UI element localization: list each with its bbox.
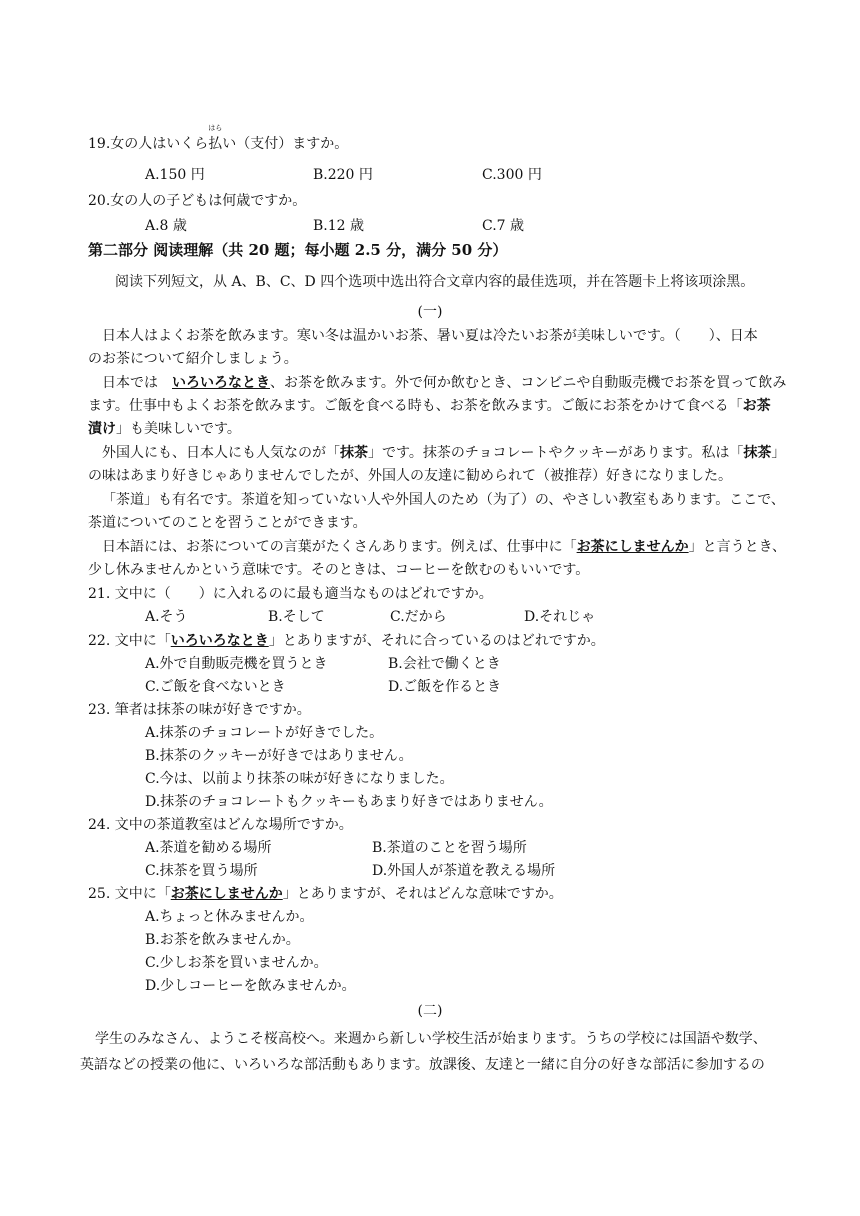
q20-option-b: B.12 歳 (313, 218, 365, 234)
q21-option-b: B.そして (268, 609, 325, 625)
q20-option-a: A.8 歳 (145, 218, 187, 234)
passage1-title: (一) (417, 304, 443, 320)
question-24: 24. 文中の茶道教室はどんな場所ですか。 (88, 817, 353, 833)
q20-option-c: C.7 歳 (482, 218, 525, 234)
p3-text-a: 外国人にも、日本人にも人気なのが「 (102, 445, 340, 461)
passage2-line2: 英語などの授業の他に、いろいろな部活動もあります。放課後、友達と一緒に自分の好きな部活に参加するの (80, 1057, 765, 1073)
q23-option-a: A.抹茶のチョコレートが好きでした。 (145, 725, 384, 741)
q21-option-c: C.だから (390, 609, 447, 625)
q24-option-c: C.抹茶を買う場所 (145, 863, 258, 879)
question-22 (88, 631, 605, 651)
q19-option-c: C.300 円 (482, 167, 542, 183)
p2-line3-bold: 漬け (88, 421, 116, 437)
passage1-p1-line2: のお茶について紹介しましょう。 (88, 351, 298, 367)
question-23: 23. 筆者は抹茶の味が好きですか。 (88, 702, 311, 718)
q24-option-b: B.茶道のことを習う場所 (372, 840, 527, 856)
p5-text-c: 」と言うとき、 (688, 539, 787, 555)
passage1-p4-line2: 茶道についてのことを習うことができます。 (88, 515, 367, 531)
p2-text-start: 日本では (102, 375, 158, 391)
passage1-p5-line1 (102, 537, 786, 557)
q22-option-a: A.外で自動販売機を買うとき (145, 656, 328, 672)
q24-option-d: D.外国人が茶道を教える場所 (372, 863, 556, 879)
passage1-p2-line2 (88, 396, 771, 416)
underlined-phrase-iroiro: いろいろなとき (172, 375, 270, 391)
part2-heading: 第二部分 阅读理解（共 20 题；每小题 2.5 分，满分 50 分） (88, 241, 508, 259)
passage2-title: (二) (417, 1003, 443, 1019)
q23-option-d: D.抹茶のチョコレートもクッキーもあまり好きではありません。 (145, 794, 553, 810)
q25-underlined-phrase: お茶にしませんか (170, 886, 283, 902)
p3-bold-matcha-2: 抹茶 (743, 445, 772, 461)
p3-bold-matcha-1: 抹茶 (340, 445, 368, 461)
q21-option-d: D.それじゃ (524, 609, 596, 625)
p2-line2-text: ます。仕事中もよくお茶を飲みます。ご飯を食べる時も、お茶を飲みます。ご飯にお茶をかけて食べる「 (88, 398, 743, 414)
passage2-line1: 学生のみなさん、ようこそ桜高校へ。来週から新しい学校生活が始まります。うちの学校には国語や数学、 (95, 1031, 767, 1047)
ruby-harai (208, 124, 223, 154)
question-19-text: 19.女の人はいくら (88, 136, 209, 152)
passage1-p3-line1 (102, 443, 785, 463)
q22-text-start: 22. 文中に「 (88, 633, 171, 649)
p5-text-a: 日本語には、お茶についての言葉がたくさんあります。例えば、仕事中に「 (102, 539, 577, 555)
underlined-phrase-ocha: お茶にしませんか (576, 539, 689, 555)
q19-option-a: A.150 円 (145, 167, 205, 183)
p2-line3-text: 」も美味しいです。 (116, 421, 241, 437)
q24-option-a: A.茶道を勧める場所 (145, 840, 272, 856)
q25-text-end: 」とありますが、それはどんな意味ですか。 (282, 886, 563, 902)
question-20: 20.女の人の子どもは何歳ですか。 (88, 193, 307, 209)
q22-text-end: 」とありますが、それに合っているのはどれですか。 (268, 633, 605, 649)
question-25 (88, 884, 563, 904)
q25-option-a: A.ちょっと休みませんか。 (145, 909, 314, 925)
question-21: 21. 文中に（ ）に入れるのに最も適当なものはどれですか。 (88, 586, 493, 602)
passage1-p2-line3 (88, 419, 241, 439)
passage1-p3-line2: の味はあまり好きじゃありませんでしたが、外国人の友達に勧められて（被推荐）好きになりました。 (88, 468, 732, 484)
q25-option-d: D.少しコーヒーを飲みませんか。 (145, 978, 356, 994)
p3-text-c: 」です。抹茶のチョコレートやクッキーがあります。私は「 (368, 445, 744, 461)
q25-option-b: B.お茶を飲みませんか。 (145, 932, 300, 948)
passage1-p4-line1: 「茶道」も有名です。茶道を知っていない人や外国人のため（为了）の、やさしい教室もあります。ここで、 (102, 492, 785, 508)
q23-option-b: B.抹茶のクッキーが好きではありません。 (145, 748, 413, 764)
passage1-p1-line1: 日本人はよくお茶を飲みます。寒い冬は温かいお茶、暑い夏は冷たいお茶が美味しいです。（ ）、日本 (102, 328, 758, 344)
q23-option-c: C.今は、以前より抹茶の味が好きになりました。 (145, 771, 454, 787)
q22-option-c: C.ご飯を食べないとき (145, 679, 286, 695)
q22-underlined-phrase: いろいろなとき (170, 633, 269, 649)
q21-option-a: A.そう (145, 609, 188, 625)
question-19-text-end: い（支付）ますか。 (222, 136, 349, 152)
ruby-reading: はら (208, 124, 223, 132)
part2-instruction: 阅读下列短文，从 A、B、C、D 四个选项中选出符合文章内容的最佳选项，并在答题卡上将该项涂黑。 (115, 274, 755, 290)
q25-option-c: C.少しお茶を買いませんか。 (145, 955, 328, 971)
p2-line2-bold: お茶 (742, 398, 771, 414)
passage1-p5-line2: 少し休みませんかという意味です。そのときは、コーヒーを飲むのもいいです。 (88, 562, 590, 578)
passage1-p2-line1 (102, 373, 786, 393)
p3-text-e: 」 (771, 445, 786, 461)
question-19 (88, 124, 349, 154)
q22-option-b: B.会社で働くとき (388, 656, 501, 672)
p2-text-end: 、お茶を飲みます。外で何か飲むとき、コンビニや自動販売機でお茶を買って飲み (270, 375, 787, 391)
q19-option-b: B.220 円 (313, 167, 373, 183)
ruby-base: 払 (208, 136, 223, 152)
q22-option-d: D.ご飯を作るとき (388, 679, 502, 695)
q25-text-start: 25. 文中に「 (88, 886, 171, 902)
